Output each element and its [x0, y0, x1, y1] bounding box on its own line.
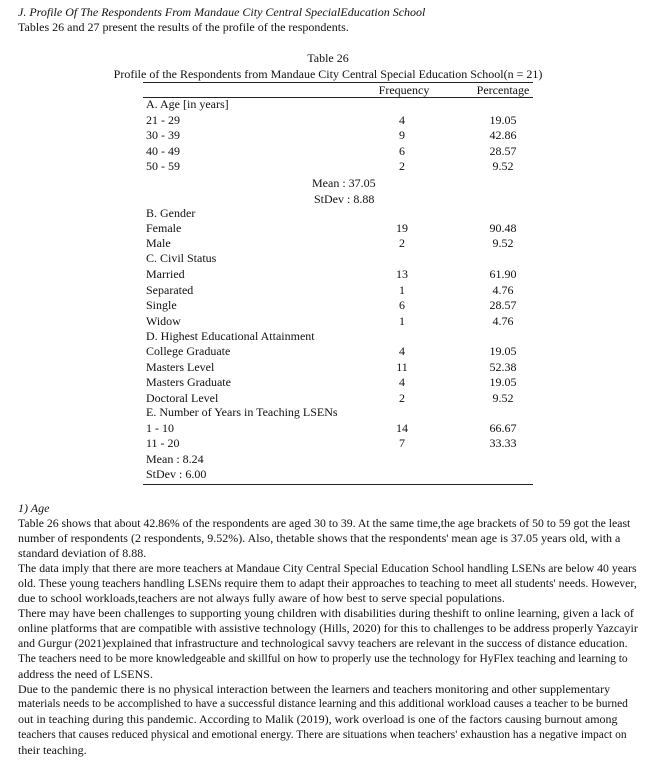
table-row-percentage: 9.52 [492, 236, 514, 250]
years-stdev: StDev : 6.00 [146, 467, 207, 481]
paragraph-line: teachers that causes reduced physical and emotional energy. There are situations when teachers' exhaustion has a negative impact on [18, 728, 627, 741]
paragraph-implication [18, 561, 638, 607]
table-row-label: Female [146, 221, 182, 235]
paragraph-line: Due to the pandemic there is no physical interaction between the learners and teachers monitoring and other supplementary [18, 682, 611, 696]
table-row-percentage: 19.05 [489, 344, 517, 358]
paragraph-line: number of respondents (2 respondents, 9.52%). Also, thetable shows that the respondents' mean age is 37.05 years old, with a [18, 531, 621, 546]
table-row-frequency: 19 [396, 221, 408, 235]
paragraph-line: out in teaching during this pandemic. According to Malik (2019), work overload is one of the factors causing burnout among [18, 712, 618, 727]
table-row-percentage: 28.57 [489, 298, 517, 312]
table-row-frequency: 11 [396, 360, 408, 374]
table-row-percentage: 42.86 [489, 128, 517, 142]
table-row-frequency: 13 [396, 267, 408, 281]
intro-text: Tables 26 and 27 present the results of the profile of the respondents. [18, 20, 349, 34]
table-row-frequency: 4 [399, 375, 405, 389]
paragraph-line: their teaching. [18, 742, 87, 757]
table-row-frequency: 9 [399, 128, 405, 142]
table-row-label: 21 - 29 [146, 113, 180, 127]
paragraph-pandemic [18, 682, 638, 758]
column-header-percentage: Percentage [476, 83, 530, 97]
table-row-label: College Graduate [146, 344, 231, 358]
table-row-label: 40 - 49 [146, 144, 180, 158]
paragraph-age-summary [18, 516, 638, 562]
table-row-percentage: 66.67 [489, 421, 517, 435]
table-row-frequency: 1 [399, 314, 405, 328]
paragraph-line: standard deviation of 8.88. [18, 546, 147, 561]
table-row-percentage: 61.90 [489, 267, 517, 281]
table-row-percentage: 33.33 [489, 436, 517, 450]
table-number: Table 26 [307, 51, 349, 65]
section-heading: J. Profile Of The Respondents From Mandaue City Central SpecialEducation School [18, 5, 426, 19]
table-row-label: 30 - 39 [146, 128, 180, 142]
table-row-frequency: 2 [399, 236, 405, 250]
paragraph-line: The data imply that there are more teachers at Mandaue City Central Special Education School handling LSENs are below 40 years [18, 562, 637, 575]
table-row-frequency: 1 [399, 283, 405, 297]
paragraph-line: The teachers need to be more knowledgeable and skillful on how to properly use the technology for HyFlex teaching and learning to [18, 652, 628, 665]
table-row-percentage: 28.57 [489, 144, 517, 158]
table-row-percentage: 4.76 [492, 314, 514, 328]
age-stdev: StDev : 8.88 [314, 192, 375, 206]
table-row-label: Separated [146, 283, 194, 297]
paragraph-line: address the need of LSENS. [18, 666, 153, 681]
table-row-label: E. Number of Years in Teaching LSENs [146, 405, 338, 419]
table-row-frequency: 4 [399, 344, 405, 358]
table-row-percentage: 52.38 [489, 360, 517, 374]
table-row-frequency: 7 [399, 436, 405, 450]
paragraph-line: due to school workloads,teachers are not always fully aware of how best to serve special populations. [18, 591, 505, 606]
table-row-label: 11 - 20 [146, 436, 180, 450]
paragraph-line: and Gurgur (2021)explained that infrastructure and technological savvy teachers are relevant in the success of distance education. [18, 637, 628, 651]
table-row-frequency: 14 [396, 421, 408, 435]
table-row-label: Masters Graduate [146, 375, 231, 389]
age-mean: Mean : 37.05 [312, 176, 376, 190]
table-row-label: D. Highest Educational Attainment [146, 329, 315, 343]
table-row-label: 1 - 10 [146, 421, 174, 435]
table-row-frequency: 6 [399, 144, 405, 158]
table-row-percentage: 19.05 [489, 113, 517, 127]
table-row-percentage: 90.48 [489, 221, 517, 235]
table-row-label: C. Civil Status [146, 251, 217, 265]
paragraph-challenges [18, 606, 638, 682]
table-row-label: Single [146, 298, 177, 312]
table-row-percentage: 9.52 [492, 391, 514, 405]
table-row-frequency: 2 [399, 159, 405, 173]
table-caption: Profile of the Respondents from Mandaue City Central Special Education School(n = 21) [113, 67, 543, 81]
table-row-label: Married [146, 267, 185, 281]
table-row-label: A. Age [in years] [146, 97, 229, 111]
table-row-label: 50 - 59 [146, 159, 180, 173]
table-row-percentage: 19.05 [489, 375, 517, 389]
table-row-frequency: 4 [399, 113, 405, 127]
subheading-age: 1) Age [18, 501, 50, 515]
table-row-label: Widow [146, 314, 181, 328]
paragraph-line: materials needs to be accomplished to have a successful distance learning and this additional workload causes a teacher to be burned [18, 698, 628, 711]
table-row-frequency: 2 [399, 391, 405, 405]
table-row-frequency: 6 [399, 298, 405, 312]
paragraph-line: There may have been challenges to supporting young children with disabilities during theshift to online learning, given a lack of [18, 606, 634, 620]
table-row-percentage: 9.52 [492, 159, 514, 173]
table-bottom-rule [143, 484, 533, 485]
table-top-rule [143, 82, 533, 83]
table-row-label: Male [146, 236, 171, 250]
table-row-label: Masters Level [146, 360, 215, 374]
years-mean: Mean : 8.24 [146, 452, 204, 466]
column-header-frequency: Frequency [378, 83, 430, 97]
paragraph-line: online platforms that are compatible with assistive technology (Hills, 2020) for this to challenges to be address properly Yazcayir [18, 621, 638, 636]
table-row-label: B. Gender [146, 206, 196, 220]
paragraph-line: old. These young teachers handling LSENs require them to adapt their approaches to teaching to meet all students' needs. However, [18, 577, 637, 591]
table-row-percentage: 4.76 [492, 283, 514, 297]
table-row-label: Doctoral Level [146, 391, 219, 405]
paragraph-line: Table 26 shows that about 42.86% of the respondents are aged 30 to 39. At the same time,the age brackets of 50 to 59 got the least [18, 517, 631, 530]
